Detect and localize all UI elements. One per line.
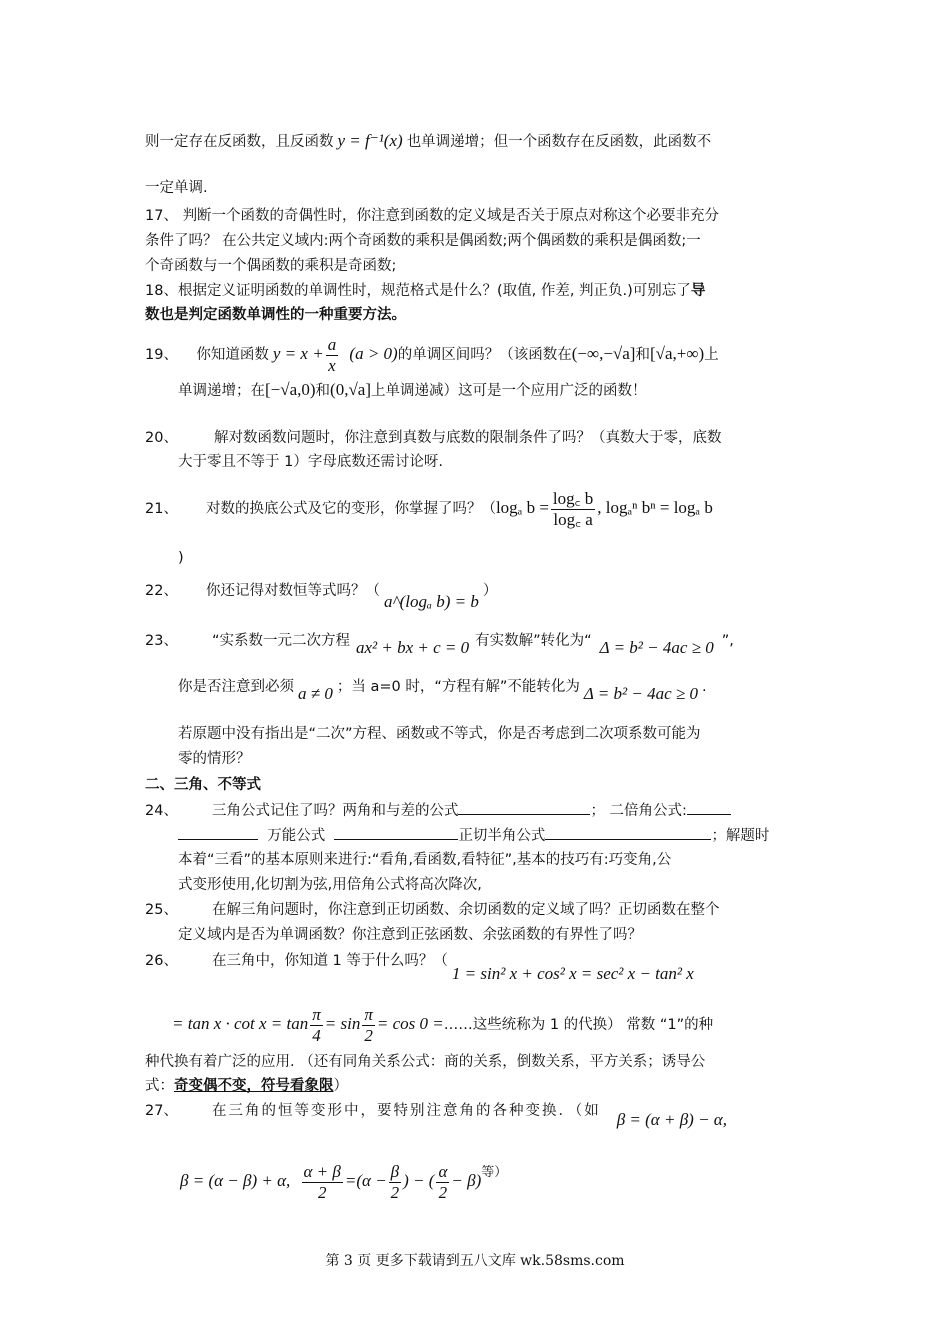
text: ）: [482, 583, 498, 599]
inverse-function-formula: y = f⁻¹(x): [337, 131, 403, 150]
numerator: π: [312, 1004, 321, 1024]
interval: [√a,+∞): [649, 344, 705, 363]
item-21-line1: [145, 486, 713, 531]
text: 等）: [481, 1165, 508, 1180]
item-17-line2: 条件了吗？ 在公共定义域内:两个奇函数的乘积是偶函数;两个偶函数的乘积是偶函数;一: [145, 233, 701, 249]
text: 三角公式记住了吗？两角和与差的公式: [211, 803, 459, 819]
item-17-line3: 个奇函数与一个偶函数的乘积是奇函数;: [145, 258, 397, 274]
text: 单调递增；在: [178, 383, 265, 399]
alpha-over-2: [436, 1162, 449, 1203]
beta-over-2: [389, 1162, 401, 1203]
item-21-line2: ): [178, 550, 184, 566]
change-of-base-fraction: [551, 489, 595, 530]
pi-over-4: [310, 1005, 323, 1046]
text: ）: [333, 1078, 348, 1094]
denominator: 2: [317, 1182, 327, 1202]
item-number: 23、: [145, 633, 178, 649]
text: 判断一个函数的奇偶性时，你注意到函数的定义域是否关于原点对称这个必要非充分: [182, 208, 720, 224]
text: 你是否注意到必须: [178, 679, 294, 695]
item-27-line1: [145, 1100, 727, 1129]
text: “实系数一元二次方程: [211, 633, 350, 649]
item-26-line4: [145, 1076, 348, 1096]
numerator: log꜀ b: [552, 488, 594, 508]
item-24-line3: 本着“三看”的基本原则来进行:“看角,看函数,看特征”,基本的技巧有:巧变角,公: [178, 852, 672, 868]
interval: [−√a,0): [265, 380, 316, 399]
numerator: β: [390, 1161, 400, 1181]
text: 在三角的恒等变形中，要特别注意角的各种变换．（如: [211, 1103, 601, 1119]
item-24-line1: [145, 800, 731, 821]
item-number: 25、: [145, 902, 178, 918]
text: 解对数函数问题时，你注意到真数与底数的限制条件了吗？（真数大于零，底数: [213, 430, 722, 446]
text: ”,: [721, 633, 734, 649]
item-number: 17、: [145, 208, 178, 224]
text: 在三角中，你知道 1 等于什么吗？（: [211, 953, 448, 969]
fraction-a-over-x: [326, 335, 339, 376]
item-number: 27、: [145, 1103, 178, 1119]
item-22-line1: [145, 580, 498, 611]
item-19-line1: [145, 334, 719, 376]
text: 式：: [145, 1078, 174, 1094]
text: 根据定义证明函数的单调性时，规范格式是什么？(取值, 作差, 判正负.)可别忘了: [177, 283, 691, 299]
identity-formula: 1 = sin² x + cos² x = sec² x − tan² x: [451, 964, 694, 983]
fill-blank[interactable]: [178, 825, 258, 840]
item-27-line2: [180, 1158, 507, 1206]
item-number: 21、: [145, 501, 178, 517]
log-formula: , logₐⁿ bⁿ = logₐ b: [597, 498, 713, 517]
text: 在解三角问题时，你注意到正切函数、余切函数的定义域了吗？正切函数在整个: [211, 902, 720, 918]
denominator: x: [328, 355, 336, 375]
text: ；解题时: [711, 828, 770, 844]
tan-cot-formula: = tan x · cot x = tan: [172, 1014, 309, 1033]
text: 则一定存在反函数，且反函数: [145, 134, 334, 150]
angle-transform: β = (α + β) − α,: [616, 1110, 727, 1129]
item-23-line1: [145, 630, 734, 657]
fill-blank[interactable]: [545, 825, 711, 840]
text: 的单调区间吗？（该函数在: [397, 347, 572, 363]
item-20-line2: 大于零且不等于 1）字母底数还需讨论呀.: [178, 454, 443, 470]
text: 你还记得对数恒等式吗？（: [205, 583, 380, 599]
discriminant-condition: Δ = b² − 4ac ≥ 0: [599, 638, 714, 657]
angle-expression: (α −: [356, 1171, 387, 1190]
item-23-line4: 零的情形？: [178, 751, 251, 767]
text: 和: [315, 383, 331, 399]
text: 正切半角公式: [458, 828, 546, 844]
item-20-line1: [145, 428, 721, 448]
condition: (a > 0): [349, 344, 398, 363]
interval: (−∞,−√a]: [571, 344, 636, 363]
p16c-line1: [145, 131, 711, 152]
text: ； 二倍角公式:: [590, 803, 687, 819]
function-formula: y = x +: [272, 344, 324, 363]
text: ；当 a=0 时，“方程有解”不能转化为: [336, 679, 580, 695]
section-heading: 二、三角、不等式: [145, 777, 261, 793]
item-25-line2: 定义域内是否为单调函数？你注意到正弦函数、余弦函数的有界性了吗？: [178, 927, 642, 943]
text: 万能公式: [267, 828, 326, 844]
item-number: 22、: [145, 583, 178, 599]
log-identity-formula: a^(logₐ b) = b: [383, 592, 479, 611]
numerator: a: [327, 334, 337, 354]
item-number: 26、: [145, 953, 178, 969]
angle-expression: − β): [451, 1171, 482, 1190]
discriminant-condition: Δ = b² − 4ac ≥ 0: [583, 684, 698, 703]
item-number: 24、: [145, 803, 178, 819]
p16c-line2: 一定单调.: [145, 180, 208, 196]
text: 和: [635, 347, 650, 363]
angle-expression: ) − (: [403, 1171, 435, 1190]
numerator: π: [364, 1004, 373, 1024]
item-17-line1: [145, 206, 719, 226]
item-26-line1: [145, 950, 694, 983]
text: .: [701, 679, 707, 695]
text: 有实数解”转化为“: [475, 633, 592, 649]
fill-blank[interactable]: [458, 800, 590, 815]
item-24-line4: 式变形使用,化切割为弦,用倍角公式将高次降次,: [178, 877, 482, 893]
page-footer: 第 3 页 更多下载请到五八文库 wk.58sms.com: [325, 1253, 625, 1269]
item-number: 18、: [145, 283, 178, 299]
text: 对数的换底公式及它的变形，你掌握了吗？（: [205, 501, 496, 517]
interval: (0,√a]: [330, 380, 371, 399]
denominator: 2: [390, 1182, 400, 1202]
angle-transform: β = (α − β) + α,: [180, 1171, 291, 1190]
item-number: 19、: [145, 347, 178, 363]
fill-blank[interactable]: [687, 800, 731, 815]
item-18-line1: [145, 281, 705, 301]
numerator: α + β: [303, 1161, 341, 1181]
item-19-line2: [178, 380, 647, 401]
item-25-line1: [145, 900, 719, 920]
sin-formula: = sin: [324, 1014, 361, 1033]
denominator: 2: [438, 1182, 448, 1202]
text: 上: [704, 347, 719, 363]
item-26-line3: 种代换有着广泛的应用. （还有同角关系公式：商的关系，倒数关系，平方关系；诱导公: [145, 1054, 706, 1070]
quadratic-equation: ax² + bx + c = 0: [355, 638, 470, 657]
bold-text: 导: [690, 283, 706, 299]
item-23-line2: [178, 676, 707, 703]
text: ……这些统称为 1 的代换） 常数 “1”的种: [443, 1017, 714, 1033]
equals: =: [344, 1171, 357, 1190]
denominator: 2: [364, 1025, 373, 1045]
item-23-line3: 若原题中没有指出是“二次”方程、函数或不等式，你是否考虑到二次项系数可能为: [178, 726, 701, 742]
numerator: α: [438, 1161, 448, 1181]
cos-formula: = cos 0 =: [376, 1014, 444, 1033]
pi-over-2: [362, 1005, 375, 1046]
fill-blank[interactable]: [334, 825, 458, 840]
nonzero-condition: a ≠ 0: [298, 684, 333, 703]
item-number: 20、: [145, 430, 178, 446]
text: 你知道函数: [196, 347, 269, 363]
denominator: log꜀ a: [553, 509, 593, 529]
item-18-line2: 数也是判定函数单调性的一种重要方法。: [145, 307, 406, 323]
item-24-line2: [178, 825, 769, 846]
text: 也单调递增；但一个函数存在反函数，此函数不: [406, 134, 712, 150]
half-sum-fraction: [302, 1162, 343, 1203]
item-26-line2: [172, 1002, 713, 1047]
denominator: 4: [312, 1025, 321, 1045]
log-formula: logₐ b =: [495, 498, 549, 517]
text: 上单调递减）这可是一个应用广泛的函数！: [371, 383, 647, 399]
mnemonic-text: 奇变偶不变，符号看象限: [174, 1078, 334, 1094]
